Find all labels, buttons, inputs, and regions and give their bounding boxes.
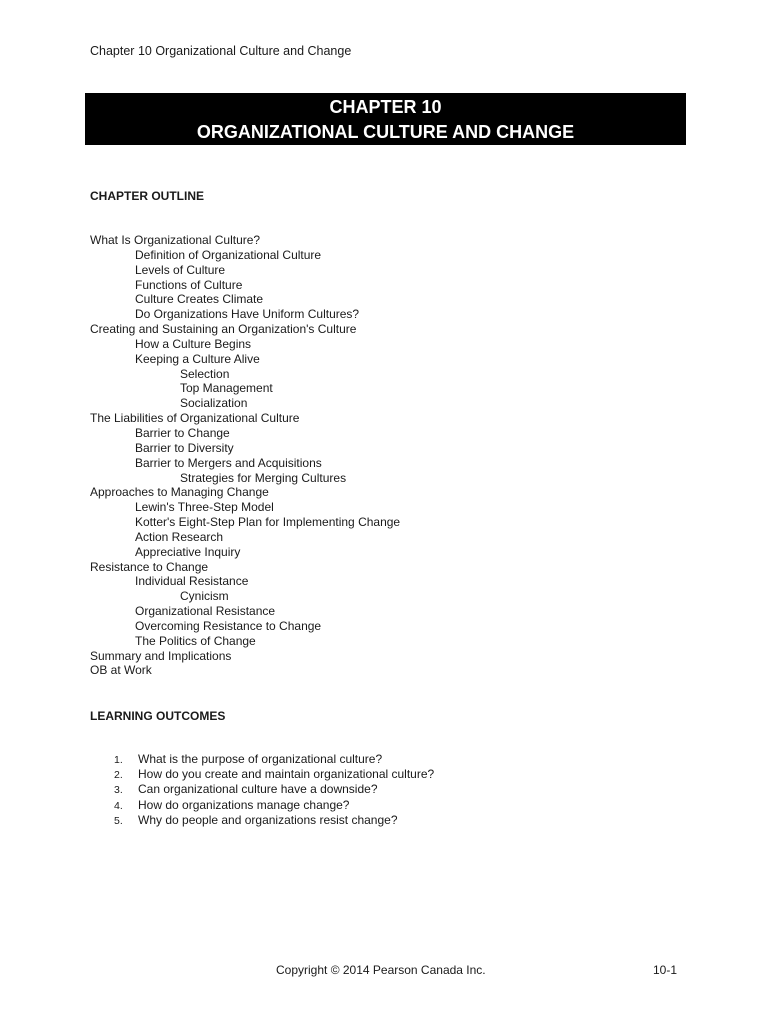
outline-item: Creating and Sustaining an Organization's Culture — [90, 322, 357, 337]
learning-outcome-item — [90, 782, 434, 797]
chapter-outline-list — [90, 233, 400, 678]
outline-item: Barrier to Mergers and Acquisitions — [135, 455, 322, 470]
outline-item: Barrier to Change — [135, 425, 230, 440]
outcome-number: 5. — [114, 814, 123, 827]
outline-item: Barrier to Diversity — [135, 440, 234, 455]
chapter-number: CHAPTER 10 — [329, 97, 442, 117]
outline-item: Do Organizations Have Uniform Cultures? — [135, 307, 360, 322]
outline-item: Appreciative Inquiry — [135, 544, 241, 559]
outline-item: The Politics of Change — [135, 633, 256, 648]
outline-item: Selection — [180, 366, 230, 381]
outline-item: Strategies for Merging Cultures — [180, 470, 347, 485]
outline-item: Resistance to Change — [90, 559, 209, 574]
outline-item: Organizational Resistance — [135, 604, 276, 619]
outline-item: OB at Work — [90, 663, 152, 678]
outline-item: Lewin's Three-Step Model — [135, 500, 274, 515]
outline-item: Overcoming Resistance to Change — [135, 618, 322, 633]
outcome-text: Can organizational culture have a downside? — [138, 782, 378, 797]
footer-copyright: Copyright © 2014 Pearson Canada Inc. — [276, 963, 486, 977]
outcome-number: 3. — [114, 784, 123, 797]
learning-outcomes-heading: LEARNING OUTCOMES — [90, 709, 226, 723]
chapter-title-banner — [85, 93, 686, 145]
outline-item: Top Management — [180, 381, 273, 396]
outline-item: Action Research — [135, 529, 224, 544]
footer-page-number: 10-1 — [653, 963, 678, 977]
outcome-text: How do organizations manage change? — [138, 797, 350, 812]
outline-item: Levels of Culture — [135, 262, 226, 277]
learning-outcome-item — [90, 798, 434, 813]
running-header: Chapter 10 Organizational Culture and Change — [90, 44, 352, 58]
learning-outcomes-list — [90, 752, 434, 828]
learning-outcome-item — [90, 767, 434, 782]
chapter-title: ORGANIZATIONAL CULTURE AND CHANGE — [196, 122, 575, 142]
outcome-number: 4. — [114, 799, 123, 812]
outline-item: How a Culture Begins — [135, 336, 252, 351]
outline-item: Functions of Culture — [135, 277, 243, 292]
outline-item: Summary and Implications — [90, 648, 232, 663]
outline-item: Culture Creates Climate — [135, 292, 264, 307]
outline-item: What Is Organizational Culture? — [90, 233, 261, 247]
outline-item: Cynicism — [180, 589, 229, 604]
outline-item: Socialization — [180, 396, 248, 411]
outline-item: Individual Resistance — [135, 574, 249, 589]
learning-outcome-item — [90, 752, 434, 767]
outline-item: The Liabilities of Organizational Culture — [90, 411, 300, 426]
outline-item: Kotter's Eight-Step Plan for Implementing Change — [135, 515, 401, 530]
outcome-number: 1. — [114, 754, 123, 766]
outcome-text: How do you create and maintain organizational culture? — [138, 767, 435, 782]
outline-item: Approaches to Managing Change — [90, 485, 269, 500]
chapter-outline-heading: CHAPTER OUTLINE — [90, 189, 204, 203]
learning-outcome-item — [90, 813, 434, 828]
outline-item: Definition of Organizational Culture — [135, 247, 322, 262]
outcome-text: Why do people and organizations resist change? — [138, 812, 398, 827]
outcome-text: What is the purpose of organizational culture? — [138, 752, 383, 766]
outline-item: Keeping a Culture Alive — [135, 351, 260, 366]
outcome-number: 2. — [114, 769, 123, 782]
